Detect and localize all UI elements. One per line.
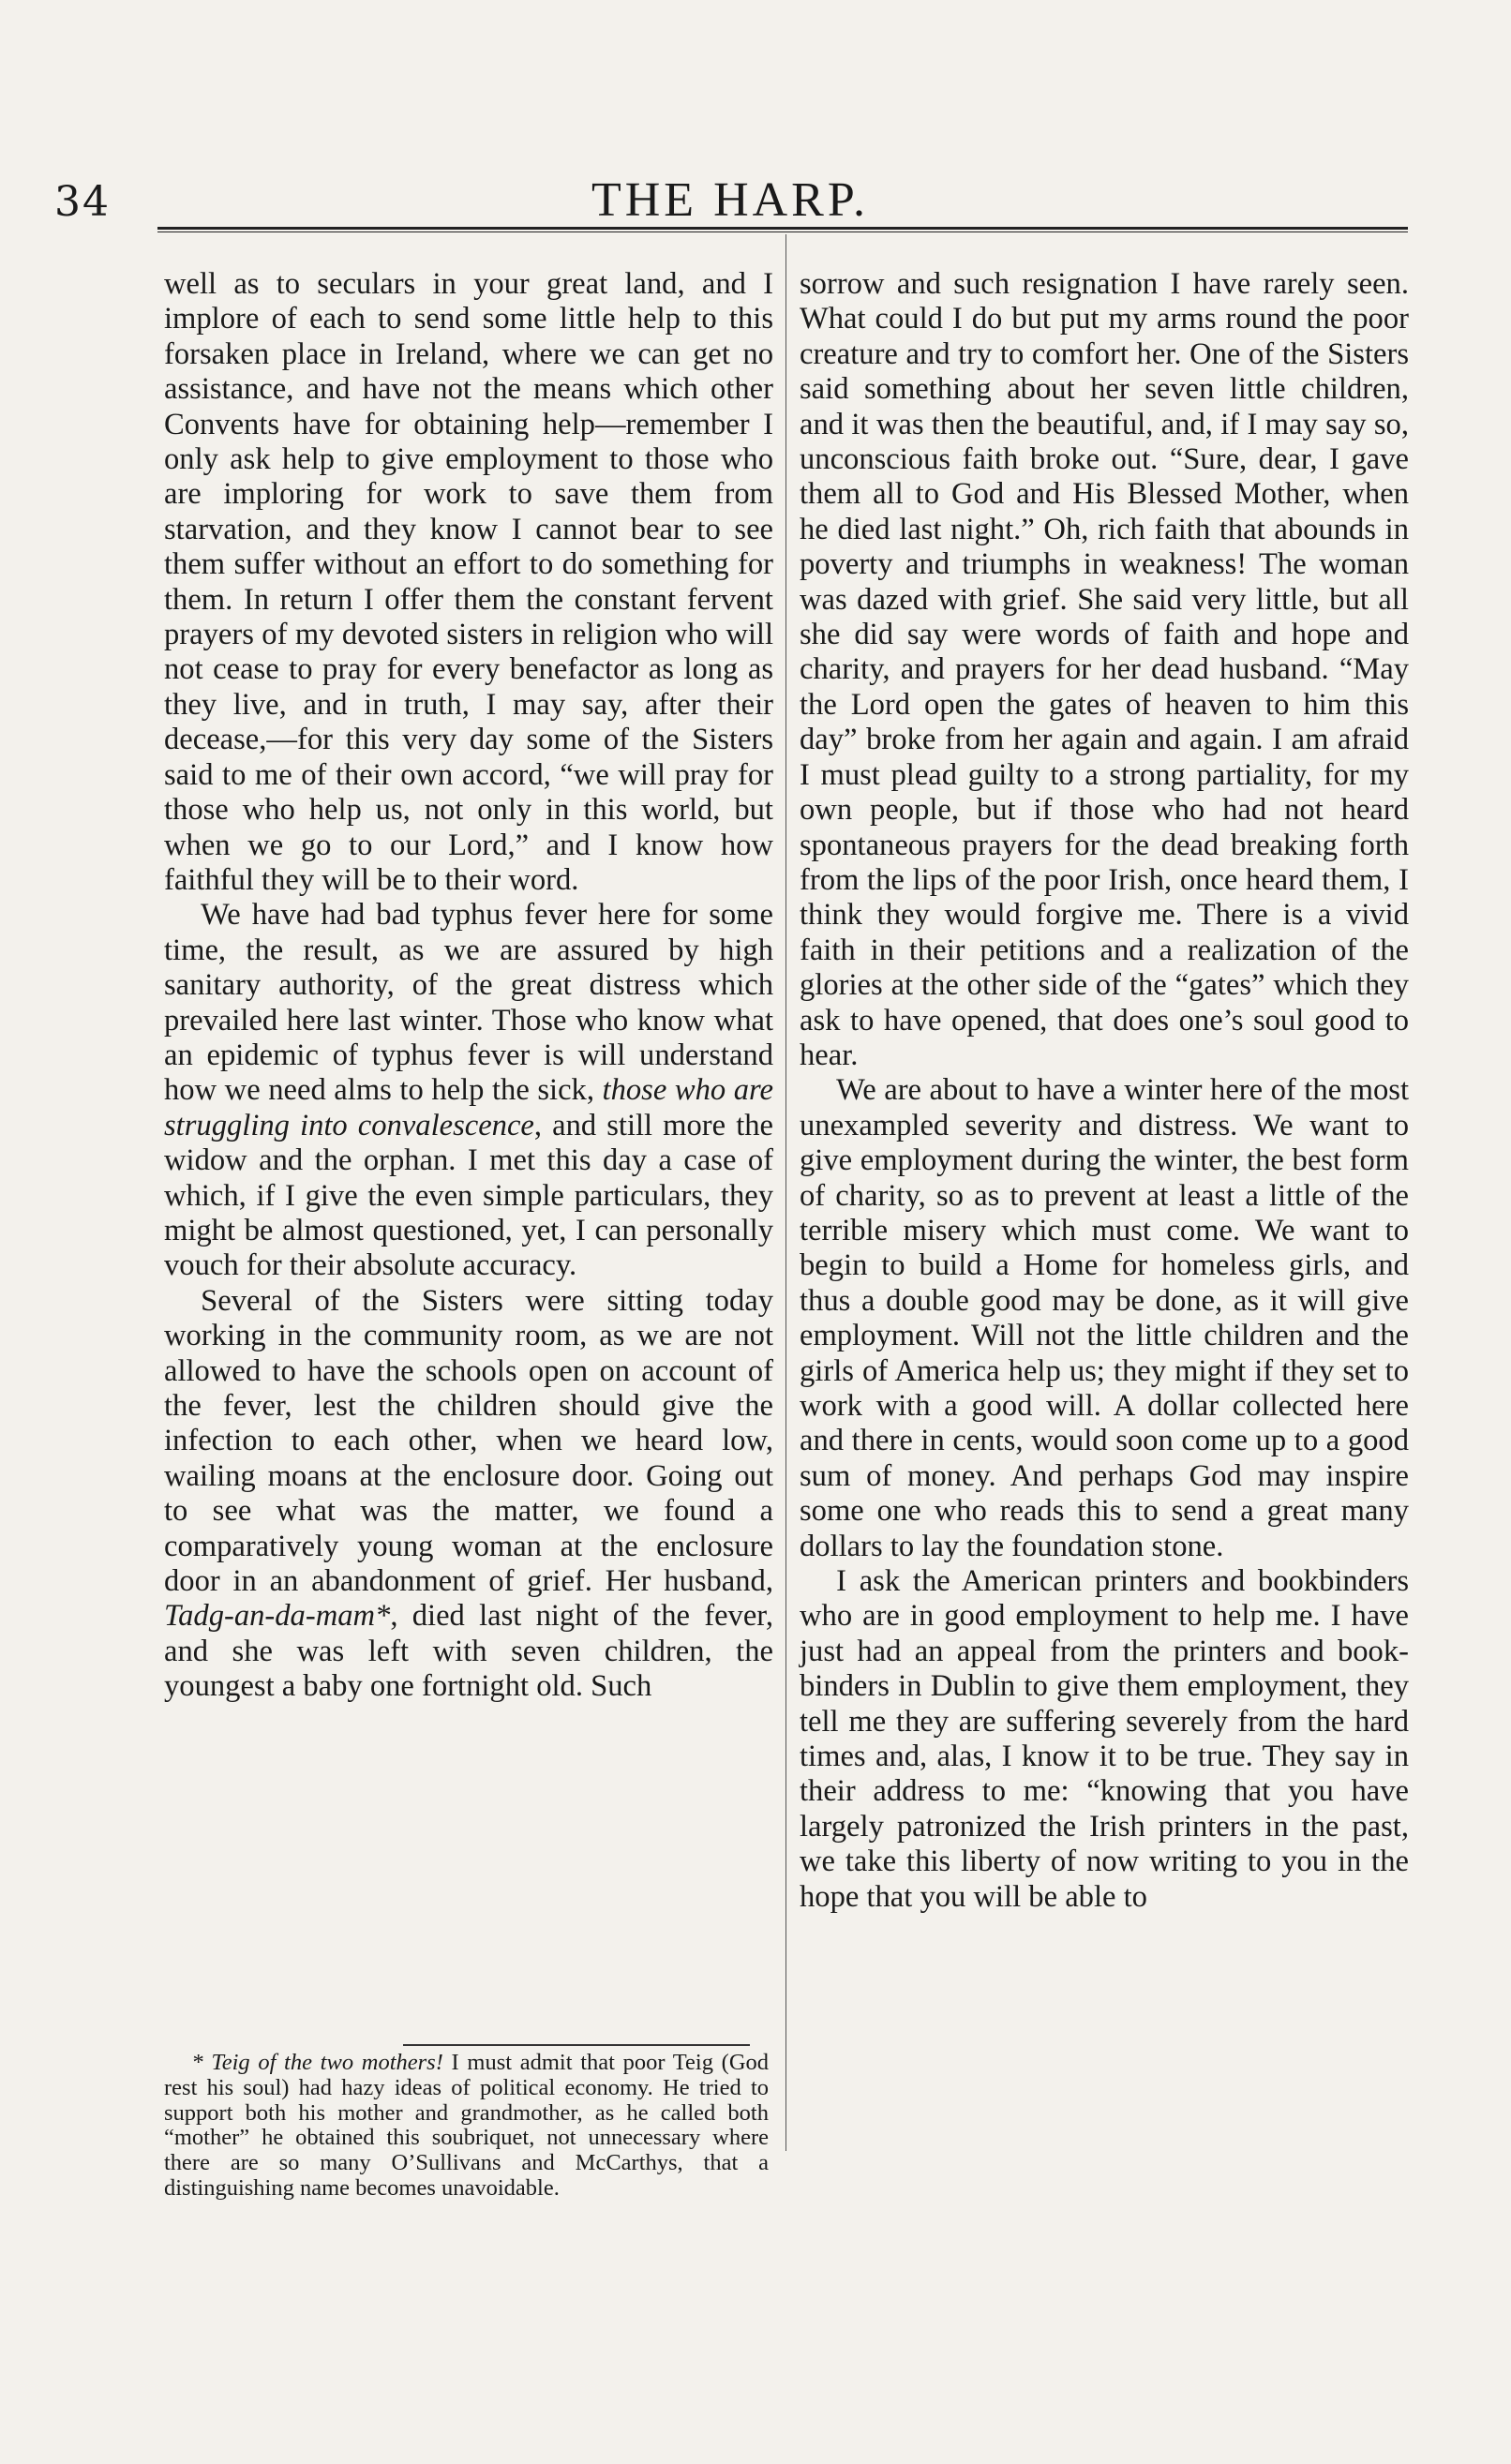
page-number: 34 (54, 178, 111, 226)
left-paragraph-2 (164, 898, 773, 1283)
right-paragraph-1: sorrow and such resignation I have rarely seen. What could I do but put my arms round the poor creature and try to comfort her. One of the Sisters said something about her seven little children, and it was then the beautiful, and, if I may say so, unconscious faith broke out. “Sure, dear, I gave them all to God and His Blessed Mother, when he died last night.” Oh, rich faith that abounds in poverty and triumphs in weakness! The woman was dazed with grief. She said very little, but all she did say were words of faith and hope and charity, and prayers for her dead husband. “May the Lord open the gates of heaven to him this day” broke from her again and again. I am afraid I must plead guilty to a strong partiality, for my own people, but if those who had not heard spontaneous prayers for the dead breaking forth from the lips of the poor Irish, once heard them, I think they would forgive me. There is a vivid faith in their petitions and a realization of the glories at the other side of the “gates” which they ask to have opened, that does one’s soul good to hear. (800, 267, 1409, 1072)
left-paragraph-3-text-b: , died last night of the fever, and she was left with seven children, the youngest a baby one fortnight old. Such (164, 1599, 773, 1704)
left-paragraph-3 (164, 1284, 773, 1705)
left-paragraph-3-emphasis: Tadg-an-da-mam* (164, 1599, 391, 1634)
footnote (164, 2051, 769, 2202)
journal-title: THE HARP. (591, 173, 870, 227)
column-divider (785, 234, 786, 2151)
page-header (54, 169, 1406, 227)
footnote-rule (403, 2044, 750, 2046)
left-column (164, 267, 773, 1705)
header-rule (157, 227, 1408, 232)
right-column (800, 267, 1409, 1915)
left-paragraph-2-text-a: We have had bad typhus fever here for some time, the result, as we are assured by high sanitary authority, of the great distress which prevailed here last winter. Those who know what an epidemic of typhus fever is will understand how we need alms to help the sick, (164, 898, 773, 1108)
footnote-text: I must admit that poor Teig (God rest his soul) had hazy ideas of political economy. He tried to support both his mother and grandmother, as he called both “mother” he obtained this soubriquet, not unnecessary where there are so many O’Sullivans and McCarthys, that a distinguishing name becomes unavoidable. (164, 2050, 770, 2201)
left-paragraph-3-text-a: Several of the Sisters were sitting today working in the community room, as we are not allowed to have the schools open on account of the fever, lest the children should give the infection to each other, when we heard low, wailing moans at the enclosure door. Going out to see what was the matter, we found a comparatively young woman at the enclosure door in an abandonment of grief. Her husband, (164, 1283, 773, 1599)
footnote-paragraph (164, 2051, 769, 2202)
footnote-emphasis: * Teig of the two mothers! (191, 2050, 443, 2075)
right-paragraph-3: I ask the American printers and bookbinders who are in good employment to help me. I have just had an appeal from the printers and book-binders in Dublin to give them employment, they tell me they are suffering severely from the hard times and, alas, I know it to be true. They say in their address to me: “knowing that you have largely patronized the Irish printers in the past, we take this liberty of now writing to you in the hope that you will be able to (800, 1564, 1409, 1914)
left-paragraph-2-emphasis: those who are struggling into convalescence (164, 1073, 773, 1142)
left-paragraph-2-text-b: , and still more the widow and the orphan. I met this day a case of which, if I give the even simple particulars, they might be almost questioned, yet, I can personally vouch for their absolute accuracy. (164, 1108, 773, 1283)
right-paragraph-2: We are about to have a winter here of the most unexampled severity and distress. We want to give employment during the winter, the best form of charity, so as to prevent at least a little of the terrible misery which must come. We want to begin to build a Home for homeless girls, and thus a double good may be done, as it will give employment. Will not the little children and the girls of America help us; they might if they set to work with a good will. A dollar collected here and there in cents, would soon come up to a good sum of money. And perhaps God may inspire some one who reads this to send a great many dollars to lay the foundation stone. (800, 1073, 1409, 1563)
left-paragraph-1: well as to seculars in your great land, and I implore of each to send some little help to this forsaken place in Ireland, where we can get no assistance, and have not the means which other Convents have for obtaining help—remember I only ask help to give employment to those who are imploring for work to save them from starvation, and they know I cannot bear to see them suffer without an effort to do something for them. In return I offer them the constant fervent prayers of my devoted sisters in religion who will not cease to pray for every benefactor as long as they live, and in truth, I may say, after their decease,—for this very day some of the Sisters said to me of their own accord, “we will pray for those who help us, not only in this world, but when we go to our Lord,” and I know how faithful they will be to their word. (164, 267, 773, 897)
